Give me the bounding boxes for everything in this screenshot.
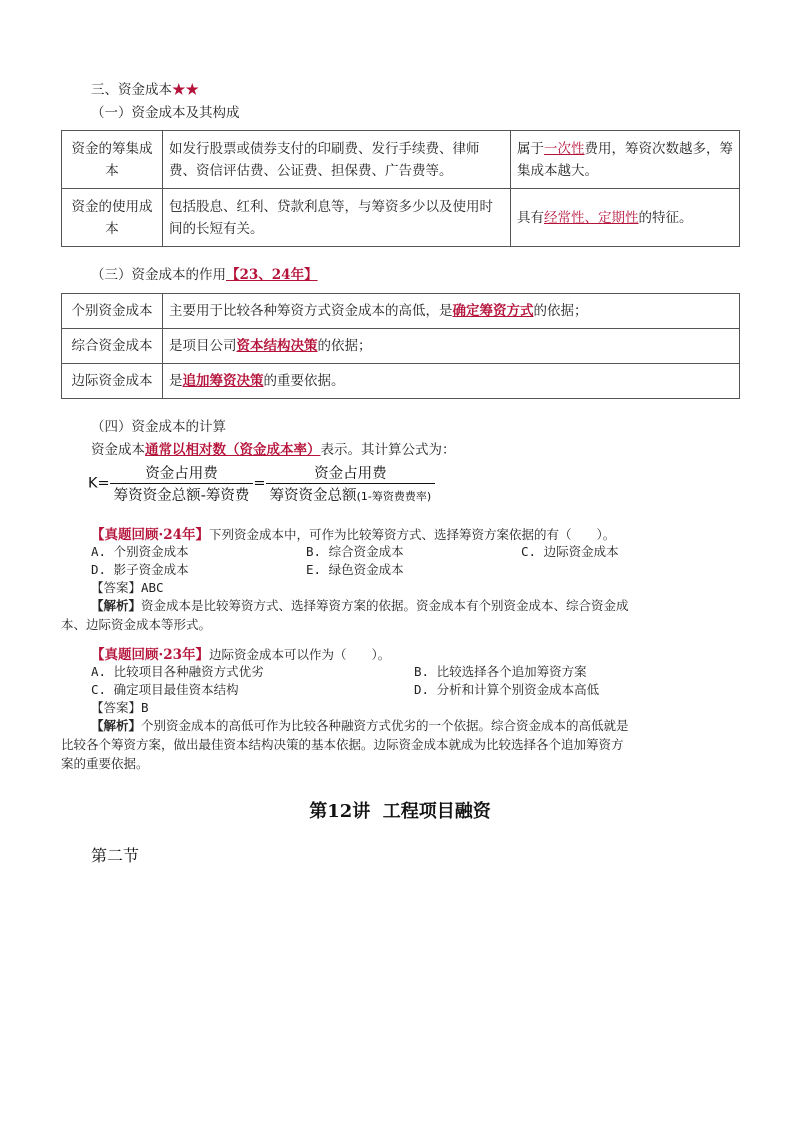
importance-stars: ★★ — [172, 82, 199, 98]
row-note: 具有经常性、定期性的特征。 — [511, 189, 740, 247]
option: B. 综合资金成本 — [306, 544, 404, 559]
fraction-2 — [266, 462, 436, 505]
cost-function-table — [61, 293, 740, 399]
table-row — [62, 131, 740, 189]
question-stem: 【真题回顾·24年】下列资金成本中，可作为比较筹资方式、选择筹资方案依据的有（ ）。 — [91, 527, 616, 543]
question-tag: 【真题回顾·24年】 — [91, 527, 209, 543]
year-tag: 【23、24年】 — [226, 267, 318, 283]
row-description: 包括股息、红利、贷款利息等，与筹资多少以及使用时间的长短有关。 — [163, 189, 511, 247]
option: C. 确定项目最佳资本结构 — [91, 682, 239, 697]
analysis-2: 【解析】个别资金成本的高低可作为比较各种融资方式优劣的一个依据。综合资金成本的高低就是 比较各个筹资方案，做出最佳资本结构决策的基本依据。边际资金成本就成为比较选择各个追加筹资方 案的重要依据。 — [61, 718, 629, 771]
calc-intro: 资金成本通常以相对数（资金成本率）表示。其计算公式为： — [91, 442, 456, 458]
formula-k: K= — [88, 475, 110, 492]
option: E. 绿色资金成本 — [306, 562, 404, 577]
cost-formula — [88, 462, 435, 505]
option: C. 边际资金成本 — [521, 544, 619, 559]
table-row — [62, 329, 740, 364]
row-label: 边际资金成本 — [62, 364, 163, 399]
highlight-text: 确定筹资方式 — [452, 303, 534, 319]
lecture-title: 第12讲 工程项目融资 — [309, 801, 491, 822]
options-row — [91, 662, 751, 680]
denominator-1: 筹资资金总额-筹资费 — [110, 483, 254, 505]
question-2 — [91, 643, 751, 717]
section-title-2: 第二节 — [91, 846, 140, 865]
option: D. 分析和计算个别资金成本高低 — [414, 682, 600, 697]
options-row — [91, 680, 751, 698]
numerator-2: 资金占用费 — [314, 466, 387, 482]
question-1 — [91, 523, 751, 597]
table-row — [62, 189, 740, 247]
option: D. 影子资金成本 — [91, 562, 189, 577]
option: A. 比较项目各种融资方式优劣 — [91, 664, 264, 679]
options-row — [91, 560, 751, 578]
section-title: 三、资金成本 — [91, 82, 172, 98]
analysis-1: 【解析】资金成本是比较筹资方式、选择筹资方案的依据。资金成本有个别资金成本、综合资金成 本、边际资金成本等形式。 — [61, 598, 629, 632]
table-row — [62, 294, 740, 329]
row-description: 主要用于比较各种筹资方式资金成本的高低，是确定筹资方式的依据； — [163, 294, 740, 329]
highlight-text: 追加筹资决策 — [182, 373, 264, 389]
fraction-1 — [110, 462, 254, 505]
section-heading — [91, 78, 199, 98]
question-tag: 【真题回顾·23年】 — [91, 647, 209, 663]
row-label: 资金的使用成本 — [62, 189, 163, 247]
numerator-1: 资金占用费 — [145, 466, 218, 482]
table-row — [62, 364, 740, 399]
row-description: 是项目公司资本结构决策的依据； — [163, 329, 740, 364]
row-note: 属于一次性费用，筹资次数越多，筹集成本越大。 — [511, 131, 740, 189]
options-row — [91, 542, 751, 560]
denominator-2: 筹资资金总额(1-筹资费费率) — [266, 483, 436, 505]
answer: 【答案】B — [91, 700, 149, 715]
highlight-text: 资本结构决策 — [236, 338, 318, 354]
row-description: 如发行股票或债券支付的印刷费、发行手续费、律师费、资信评估费、公证费、担保费、广告费等。 — [163, 131, 511, 189]
option: A. 个别资金成本 — [91, 544, 189, 559]
subsection-heading-4: （四）资金成本的计算 — [91, 419, 226, 435]
cost-composition-table — [61, 130, 740, 247]
subsection-heading-1: （一）资金成本及其构成 — [91, 105, 240, 121]
highlight-text: 通常以相对数（资金成本率） — [145, 442, 321, 458]
row-label: 综合资金成本 — [62, 329, 163, 364]
row-label: 个别资金成本 — [62, 294, 163, 329]
highlight-text: 经常性、定期性 — [544, 209, 639, 226]
row-label: 资金的筹集成本 — [62, 131, 163, 189]
highlight-text: 一次性 — [544, 140, 585, 157]
question-stem: 【真题回顾·23年】边际资金成本可以作为（ ）。 — [91, 647, 391, 663]
row-description: 是追加筹资决策的重要依据。 — [163, 364, 740, 399]
formula-equals: = — [253, 475, 266, 492]
subsection-heading-3: （三）资金成本的作用【23、24年】 — [91, 267, 318, 283]
answer: 【答案】ABC — [91, 580, 164, 595]
option: B. 比较选择各个追加筹资方案 — [414, 664, 587, 679]
